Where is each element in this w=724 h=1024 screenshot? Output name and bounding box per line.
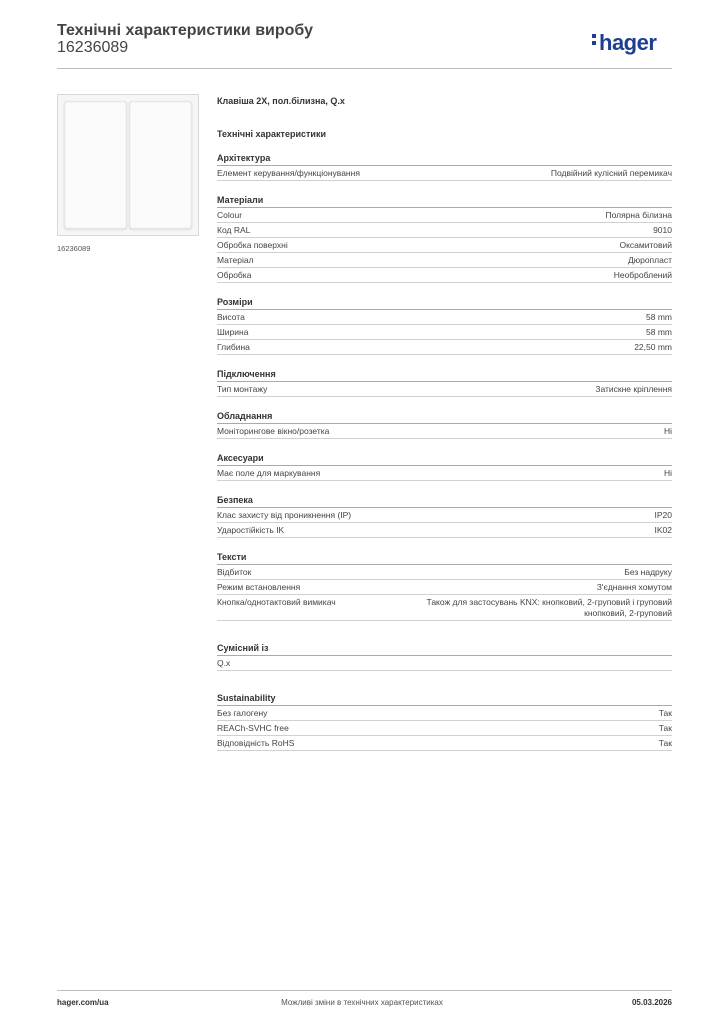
- spec-row: [217, 656, 672, 671]
- section-title: Матеріали: [217, 195, 672, 208]
- spec-label: Обробка: [217, 270, 252, 280]
- spec-label: Ширина: [217, 327, 249, 337]
- rocker-right: [129, 101, 192, 229]
- section-title: Sustainability: [217, 693, 672, 706]
- spec-value: Затискне кріплення: [595, 384, 672, 394]
- footer-date: 05.03.2026: [631, 998, 672, 1007]
- spec-value: 22,50 mm: [634, 342, 672, 352]
- spec-content: [217, 96, 672, 751]
- spec-label: Відбиток: [217, 567, 252, 577]
- spec-row: [217, 208, 672, 223]
- spec-row: [217, 382, 672, 397]
- spec-row: [217, 340, 672, 355]
- section-title: Підключення: [217, 369, 672, 382]
- rocker-left: [64, 101, 127, 229]
- spec-label: Без галогену: [217, 708, 268, 718]
- footer-notice: Можливі зміни в технічних характеристиках: [281, 998, 443, 1007]
- spec-value: Полярна білизна: [605, 210, 672, 220]
- spec-label: Має поле для маркування: [217, 468, 321, 478]
- section-title: Тексти: [217, 552, 672, 565]
- spec-row: [217, 310, 672, 325]
- spec-row: [217, 736, 672, 751]
- spec-label: Код RAL: [217, 225, 251, 235]
- spec-row: [217, 253, 672, 268]
- spec-label: Colour: [217, 210, 243, 220]
- spec-value: Ні: [663, 426, 672, 436]
- spec-row: [217, 325, 672, 340]
- spec-row: [217, 223, 672, 238]
- spec-value: Так: [658, 708, 672, 718]
- spec-label: Тип монтажу: [217, 384, 268, 394]
- spec-value: IP20: [654, 510, 672, 520]
- spec-row: [217, 706, 672, 721]
- specs-heading: Технічні характеристики: [217, 129, 326, 139]
- spec-row: [217, 238, 672, 253]
- spec-row: [217, 721, 672, 736]
- spec-row: [217, 424, 672, 439]
- footer-website-link[interactable]: hager.com/ua: [57, 998, 109, 1007]
- spec-value: IK02: [654, 525, 672, 535]
- logo-text: hager: [599, 30, 657, 55]
- spec-value: Також для застосувань KNX: кнопковий, 2-груповий і груповий кнопковий, 2-груповий: [426, 597, 672, 618]
- spec-label: Ударостійкість IK: [217, 525, 285, 535]
- footer-divider: [57, 990, 672, 991]
- product-code: 16236089: [57, 39, 129, 56]
- section-title: Розміри: [217, 297, 672, 310]
- spec-row: [217, 268, 672, 283]
- product-name: Клавіша 2X, пол.білизна, Q.x: [217, 96, 345, 106]
- spec-label: Висота: [217, 312, 245, 322]
- spec-label: Відповідність RoHS: [217, 738, 295, 748]
- spec-label: Моніторингове вікно/розетка: [217, 426, 330, 436]
- spec-label: REACh-SVHC free: [217, 723, 289, 733]
- section-title: Безпека: [217, 495, 672, 508]
- logo-dots-icon: [592, 34, 597, 48]
- spec-label: Клас захисту від проникнення (IP): [217, 510, 352, 520]
- header-divider: [57, 68, 672, 69]
- page-title: Технічні характеристики виробу: [57, 22, 313, 39]
- spec-value: Так: [658, 738, 672, 748]
- spec-label: Обробка поверхні: [217, 240, 288, 250]
- spec-row: [217, 565, 672, 580]
- spec-row: [217, 166, 672, 181]
- spec-row: [217, 508, 672, 523]
- spec-value: 58 mm: [646, 312, 672, 322]
- spec-row: [217, 595, 672, 621]
- spec-value: 9010: [653, 225, 672, 235]
- spec-value: Дюропласт: [627, 255, 672, 265]
- section-title: Обладнання: [217, 411, 672, 424]
- spec-row: [217, 466, 672, 481]
- section-title: Аксесуари: [217, 453, 672, 466]
- spec-value: Подвійний кулісний перемикач: [550, 168, 672, 178]
- spec-value: 58 mm: [646, 327, 672, 337]
- product-image: [57, 94, 199, 236]
- section-title: Сумісний із: [217, 643, 672, 656]
- spec-label: Кнопка/однотактовий вимикач: [217, 597, 336, 607]
- spec-value: Необроблений: [613, 270, 672, 280]
- spec-label: Режим встановлення: [217, 582, 301, 592]
- spec-value: З'єднання хомутом: [596, 582, 672, 592]
- spec-value: Так: [658, 723, 672, 733]
- spec-value: Оксамитовий: [619, 240, 672, 250]
- image-caption: 16236089: [57, 244, 91, 253]
- spec-label: Глибина: [217, 342, 250, 352]
- brand-logo: [592, 30, 656, 56]
- spec-label: Елемент керування/функціонування: [217, 168, 360, 178]
- spec-label: Матеріал: [217, 255, 254, 265]
- spec-value: Без надруку: [624, 567, 672, 577]
- spec-row: [217, 523, 672, 538]
- spec-value: Ні: [663, 468, 672, 478]
- section-title: Архітектура: [217, 153, 672, 166]
- spec-row: [217, 580, 672, 595]
- spec-label: Q.x: [217, 658, 231, 668]
